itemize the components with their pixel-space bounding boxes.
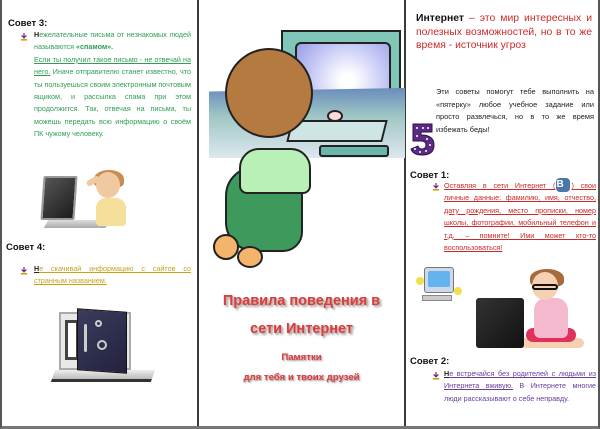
- intro-text: Интернет – это мир интересных и полезных возможностей, но в то же время - источник угроз: [416, 13, 592, 52]
- tip4-text: Не скачивай информацию с сайтов со странным названием.: [34, 264, 191, 286]
- girl-laptop-image: [42, 172, 132, 232]
- bullet-icon: [20, 33, 28, 41]
- middle-panel: [199, 0, 404, 426]
- bullet-icon: [432, 183, 440, 191]
- tip2-text: Не встречайся без родителей с людьми из Интернета вживую. В Интернете многие люди рассказывают о себе неправду.: [444, 369, 596, 403]
- girl-glasses-laptop-image: [476, 272, 591, 352]
- brochure-subtitle-line2: для тебя и твоих друзей: [243, 372, 360, 383]
- right-panel: [406, 0, 600, 426]
- brochure-title-line1: Правила поведения в: [222, 293, 381, 309]
- boy-computer-illustration: [199, 0, 404, 280]
- computer-mascot-image: [416, 265, 464, 305]
- number-five-icon: [410, 122, 436, 156]
- tips-intro-text: Эти советы помогут тебе выполнить на «пятерку» любое учебное задание или просто развлечься, но в то же время избежать беды!: [436, 87, 594, 134]
- tip1-text: Оставляя в сети Интернет (B ) свои личные данные: фамилию, имя, отчество, дату рождения, место прописки, номер школы, фотографии, мобильный телефон и т.д. – помните! Ими может кто-то воспользоваться!: [444, 178, 597, 253]
- brochure-subtitle-line1: Памятки: [281, 352, 322, 363]
- tip1-heading: Совет 1:: [410, 170, 450, 181]
- bullet-icon: [432, 372, 440, 380]
- laptop-safe-image: [59, 312, 149, 387]
- tip3-heading: Совет 3:: [8, 18, 48, 29]
- left-panel: [4, 0, 197, 426]
- bullet-icon: [20, 267, 28, 275]
- tip3-text: Нежелательные письма от незнакомых людей называются «спамом». Если ты получил такое письмо - не отвечай на него. Иначе отправителю станет известно, что ты пользуешься своим электронным почтовым ящиком, и рассылка спама при этом продолжится. Так, отвечая на письма, ты можешь передать всю информацию о своём ПК чужому человеку.: [34, 30, 191, 139]
- brochure-title-line2: сети Интернет: [250, 321, 353, 337]
- vk-logo-icon: B: [556, 178, 570, 192]
- tip2-heading: Совет 2:: [410, 356, 450, 367]
- tip4-heading: Совет 4:: [6, 242, 46, 253]
